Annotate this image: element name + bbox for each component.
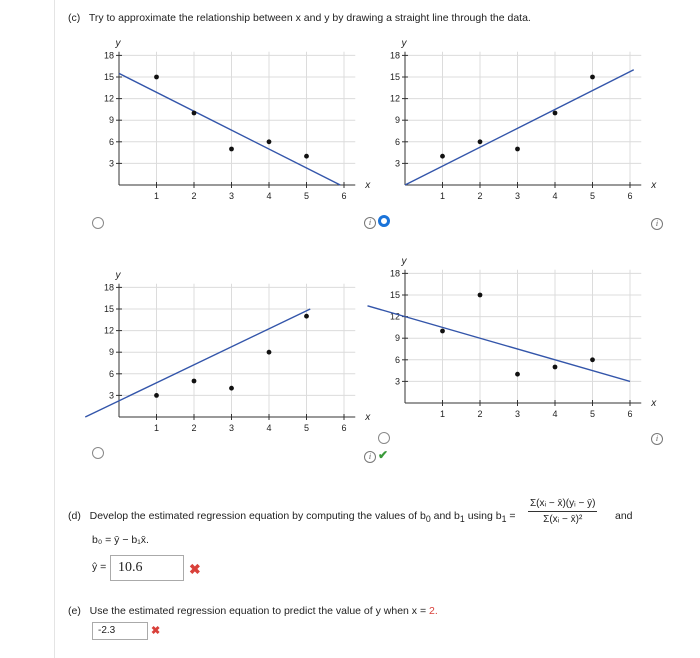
x-tick-label: 1	[439, 409, 446, 419]
y-tick-label: 6	[108, 368, 114, 379]
part-d-prompt	[68, 510, 516, 524]
radio-option-b[interactable]	[378, 215, 390, 227]
y-tick-label: 15	[389, 72, 400, 82]
x-tick-label: 4	[266, 423, 272, 433]
part-c-text: Try to approximate the relationship between x and y by drawing a straight line through the data.	[88, 12, 531, 24]
info-icon[interactable]: i	[364, 217, 376, 229]
x-tick-label: 3	[228, 191, 235, 201]
data-point	[192, 379, 197, 384]
x-tick-label: 1	[439, 191, 446, 201]
x-tick-label: 6	[341, 423, 347, 433]
y-axis-label: y	[401, 255, 407, 267]
x-tick-label: 4	[552, 191, 558, 201]
incorrect-x-icon: ✖	[189, 561, 201, 577]
data-point	[229, 386, 234, 391]
data-point	[267, 350, 272, 355]
y-tick-label: 3	[108, 390, 114, 401]
y-tick-label: 12	[103, 325, 114, 336]
part-d-text: Develop the estimated regression equation by computing the values of b	[89, 510, 426, 522]
x-tick-label: 6	[341, 191, 347, 201]
x-tick-label: 2	[477, 191, 483, 201]
x-tick-label: 5	[303, 191, 310, 201]
y-tick-label: 9	[394, 333, 400, 344]
x-tick-label: 5	[589, 409, 596, 419]
x-tick-label: 2	[191, 191, 197, 201]
x-tick-label: 1	[153, 191, 160, 201]
yhat-answer-value: 10.6	[118, 560, 143, 575]
correct-check-icon: ✔	[378, 448, 389, 462]
x-tick-label: 3	[228, 423, 235, 433]
part-c-label: (c)	[68, 12, 81, 24]
y-tick-label: 9	[394, 115, 400, 126]
fit-line	[405, 70, 634, 185]
y-tick-label: 18	[103, 282, 114, 293]
data-point	[304, 314, 309, 319]
y-axis-label: y	[115, 269, 121, 281]
yhat-answer-input[interactable]	[110, 555, 184, 581]
y-tick-label: 9	[108, 347, 114, 358]
scatter-plot-option-b	[380, 30, 657, 205]
x-tick-label: 1	[153, 423, 160, 433]
x-tick-label: 4	[552, 409, 558, 419]
data-point	[440, 154, 445, 159]
y-tick-label: 18	[103, 50, 114, 61]
x-tick-label: 6	[627, 409, 633, 419]
x-tick-label: 6	[627, 191, 633, 201]
data-point	[440, 329, 445, 334]
part-d-using: using b	[464, 510, 502, 522]
x-tick-label: 3	[514, 409, 521, 419]
y-tick-label: 18	[389, 268, 400, 279]
x-tick-label: 3	[514, 191, 521, 201]
incorrect-x-icon: ✖	[151, 625, 161, 637]
x-tick-label: 5	[303, 423, 310, 433]
part-d-equals: =	[506, 510, 516, 522]
y-tick-label: 9	[108, 115, 114, 126]
y-tick-label: 3	[394, 158, 400, 169]
b0-subscript: 0	[425, 514, 431, 525]
part-e-x-value: 2.	[429, 605, 438, 617]
part-d-and-after: and	[615, 510, 633, 522]
x-axis-label: x	[651, 398, 657, 409]
prediction-answer-input[interactable]	[92, 622, 148, 640]
part-e-label: (e)	[68, 605, 81, 617]
data-point	[154, 75, 159, 80]
radio-option-a[interactable]	[92, 217, 104, 229]
data-point	[590, 75, 595, 80]
b0-formula: b₀ = ȳ − b₁x̄.	[92, 534, 149, 546]
x-axis-label: x	[365, 412, 371, 423]
x-tick-label: 4	[266, 191, 272, 201]
x-axis-label: x	[365, 180, 371, 191]
data-point	[229, 147, 234, 152]
part-e-prompt	[68, 605, 438, 617]
part-d-label: (d)	[68, 510, 81, 522]
data-point	[590, 357, 595, 362]
part-e-text: Use the estimated regression equation to predict the value of y when x =	[89, 605, 430, 617]
info-icon[interactable]: i	[651, 433, 663, 445]
y-tick-label: 3	[108, 158, 114, 169]
y-tick-label: 12	[103, 93, 114, 104]
data-point	[515, 372, 520, 377]
fit-line	[368, 306, 631, 382]
part-d-and: and b	[430, 510, 460, 522]
b1-subscript-2: 1	[501, 514, 507, 525]
y-tick-label: 18	[389, 50, 400, 61]
x-tick-label: 5	[589, 191, 596, 201]
b1-subscript: 1	[459, 514, 465, 525]
scatter-plot-option-a	[94, 30, 371, 205]
y-tick-label: 15	[389, 290, 400, 300]
y-tick-label: 3	[394, 376, 400, 387]
data-point	[304, 154, 309, 159]
y-tick-label: 6	[394, 136, 400, 147]
x-axis-label: x	[651, 180, 657, 191]
info-icon[interactable]: i	[364, 451, 376, 463]
y-tick-label: 12	[389, 93, 400, 104]
data-point	[154, 393, 159, 398]
part-c-prompt	[68, 12, 531, 24]
fit-line	[119, 73, 340, 185]
yhat-label: ŷ =	[92, 561, 107, 573]
y-tick-label: 15	[103, 72, 114, 82]
prediction-answer-value: -2.3	[98, 625, 116, 636]
x-tick-label: 2	[191, 423, 197, 433]
radio-option-c[interactable]	[92, 447, 104, 459]
b1-formula-fraction	[528, 498, 597, 525]
y-axis-label: y	[401, 37, 407, 49]
scatter-plot-option-c	[94, 262, 371, 437]
y-tick-label: 12	[389, 311, 400, 322]
fraction-numerator: Σ(xᵢ − x̄)(yᵢ − ȳ)	[528, 498, 597, 512]
fraction-denominator: Σ(xᵢ − x̄)²	[543, 514, 583, 525]
x-tick-label: 2	[477, 409, 483, 419]
data-point	[478, 293, 483, 298]
radio-option-d[interactable]	[378, 432, 390, 444]
scatter-plot-option-d	[380, 248, 657, 423]
y-axis-label: y	[115, 37, 121, 49]
data-point	[553, 111, 558, 116]
y-tick-label: 6	[394, 354, 400, 365]
data-point	[192, 111, 197, 116]
data-point	[553, 365, 558, 370]
y-tick-label: 6	[108, 136, 114, 147]
data-point	[478, 139, 483, 144]
y-tick-label: 15	[103, 304, 114, 314]
info-icon[interactable]: i	[651, 218, 663, 230]
data-point	[267, 139, 272, 144]
data-point	[515, 147, 520, 152]
